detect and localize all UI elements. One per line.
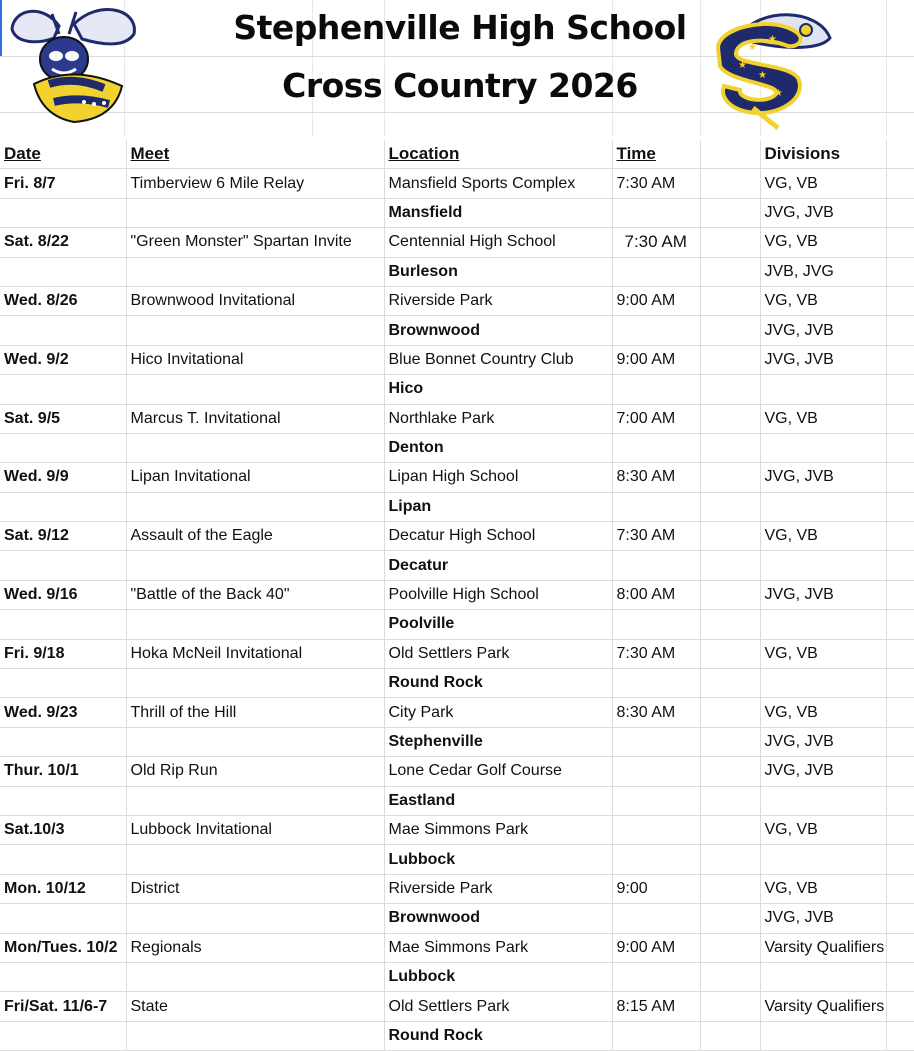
empty-cell[interactable] xyxy=(700,228,760,257)
divisions-cell[interactable]: JVG, JVB xyxy=(760,904,886,933)
location-cell[interactable]: Northlake Park xyxy=(384,404,612,433)
empty-cell[interactable] xyxy=(700,1021,760,1050)
meet-cell[interactable] xyxy=(126,375,384,404)
table-row xyxy=(0,580,914,609)
divisions-cell[interactable]: JVG, JVB xyxy=(760,316,886,345)
time-cell[interactable]: 7:30 AM xyxy=(612,169,700,198)
location-cell[interactable]: Hico xyxy=(384,375,612,404)
empty-cell[interactable] xyxy=(700,551,760,580)
column-header-divisions[interactable]: Divisions xyxy=(760,140,886,169)
location-cell[interactable]: Poolville xyxy=(384,610,612,639)
date-cell[interactable] xyxy=(0,610,126,639)
empty-cell[interactable] xyxy=(700,345,760,374)
table-row xyxy=(0,698,914,727)
location-cell[interactable]: Round Rock xyxy=(384,669,612,698)
divisions-cell[interactable] xyxy=(760,610,886,639)
table-row xyxy=(0,463,914,492)
empty-cell[interactable] xyxy=(886,933,914,962)
empty-cell[interactable] xyxy=(886,169,914,198)
meet-cell[interactable]: Lubbock Invitational xyxy=(126,815,384,844)
table-row xyxy=(0,522,914,551)
table-row xyxy=(0,1021,914,1050)
location-cell[interactable]: Lipan High School xyxy=(384,463,612,492)
location-cell[interactable]: Brownwood xyxy=(384,316,612,345)
time-cell[interactable]: 8:30 AM xyxy=(612,463,700,492)
location-cell[interactable]: Stephenville xyxy=(384,727,612,756)
date-cell[interactable] xyxy=(0,904,126,933)
divisions-cell[interactable]: JVG, JVB xyxy=(760,345,886,374)
table-row xyxy=(0,375,914,404)
meet-cell[interactable]: Brownwood Invitational xyxy=(126,286,384,315)
empty-cell[interactable] xyxy=(886,815,914,844)
meet-cell[interactable]: State xyxy=(126,992,384,1021)
empty-cell[interactable] xyxy=(700,904,760,933)
time-cell[interactable]: 8:15 AM xyxy=(612,992,700,1021)
date-cell[interactable] xyxy=(0,669,126,698)
date-cell[interactable] xyxy=(0,551,126,580)
svg-text:★: ★ xyxy=(768,34,777,45)
table-row xyxy=(0,345,914,374)
location-cell[interactable]: Mansfield Sports Complex xyxy=(384,169,612,198)
date-cell[interactable] xyxy=(0,198,126,227)
empty-cell[interactable] xyxy=(700,433,760,462)
divisions-cell[interactable]: VG, VB xyxy=(760,228,886,257)
time-cell[interactable]: 8:30 AM xyxy=(612,698,700,727)
meet-cell[interactable] xyxy=(126,316,384,345)
time-cell[interactable] xyxy=(612,257,700,286)
empty-cell[interactable] xyxy=(886,463,914,492)
empty-cell[interactable] xyxy=(700,727,760,756)
date-cell[interactable]: Fri. 8/7 xyxy=(0,169,126,198)
time-cell[interactable] xyxy=(612,551,700,580)
date-cell[interactable]: Wed. 9/9 xyxy=(0,463,126,492)
meet-cell[interactable] xyxy=(126,845,384,874)
empty-cell[interactable] xyxy=(700,316,760,345)
column-header-meet[interactable]: Meet xyxy=(126,140,384,169)
empty-cell[interactable] xyxy=(886,845,914,874)
time-cell[interactable] xyxy=(612,962,700,991)
table-row xyxy=(0,257,914,286)
location-cell[interactable]: Blue Bonnet Country Club xyxy=(384,345,612,374)
meet-cell[interactable]: Old Rip Run xyxy=(126,757,384,786)
empty-cell[interactable] xyxy=(700,992,760,1021)
empty-cell[interactable] xyxy=(886,727,914,756)
table-row xyxy=(0,551,914,580)
meet-cell[interactable] xyxy=(126,257,384,286)
svg-text:★: ★ xyxy=(738,60,747,71)
location-cell[interactable]: Riverside Park xyxy=(384,286,612,315)
divisions-cell[interactable]: JVG, JVB xyxy=(760,463,886,492)
date-cell[interactable]: Sat. 9/5 xyxy=(0,404,126,433)
time-cell[interactable] xyxy=(612,815,700,844)
empty-cell[interactable] xyxy=(886,874,914,903)
table-row xyxy=(0,669,914,698)
date-cell[interactable]: Wed. 9/23 xyxy=(0,698,126,727)
meet-cell[interactable] xyxy=(126,786,384,815)
meet-cell[interactable] xyxy=(126,669,384,698)
empty-cell[interactable] xyxy=(700,845,760,874)
svg-text:★: ★ xyxy=(748,42,757,53)
time-cell[interactable] xyxy=(612,669,700,698)
date-cell[interactable]: Sat. 8/22 xyxy=(0,228,126,257)
date-cell[interactable] xyxy=(0,433,126,462)
meet-cell[interactable] xyxy=(126,198,384,227)
location-cell[interactable]: Burleson xyxy=(384,257,612,286)
divisions-cell[interactable] xyxy=(760,786,886,815)
location-cell[interactable]: Round Rock xyxy=(384,1021,612,1050)
meet-cell[interactable] xyxy=(126,962,384,991)
divisions-cell[interactable] xyxy=(760,845,886,874)
empty-cell[interactable] xyxy=(700,140,760,169)
location-cell[interactable]: Lubbock xyxy=(384,962,612,991)
location-cell[interactable]: Old Settlers Park xyxy=(384,639,612,668)
time-cell[interactable] xyxy=(612,845,700,874)
time-cell[interactable]: 7:00 AM xyxy=(612,404,700,433)
date-cell[interactable] xyxy=(0,316,126,345)
empty-cell[interactable] xyxy=(886,198,914,227)
meet-cell[interactable] xyxy=(126,904,384,933)
empty-cell[interactable] xyxy=(886,698,914,727)
empty-cell[interactable] xyxy=(700,463,760,492)
divisions-cell[interactable]: JVG, JVB xyxy=(760,198,886,227)
divisions-cell[interactable]: JVG, JVB xyxy=(760,757,886,786)
date-cell[interactable]: Wed. 8/26 xyxy=(0,286,126,315)
empty-cell[interactable] xyxy=(886,345,914,374)
time-cell[interactable] xyxy=(612,375,700,404)
divisions-cell[interactable]: VG, VB xyxy=(760,522,886,551)
location-cell[interactable]: Centennial High School xyxy=(384,228,612,257)
meet-cell[interactable] xyxy=(126,727,384,756)
empty-cell[interactable] xyxy=(700,375,760,404)
location-cell[interactable]: Decatur High School xyxy=(384,522,612,551)
date-cell[interactable] xyxy=(0,727,126,756)
empty-cell[interactable] xyxy=(886,316,914,345)
meet-cell[interactable] xyxy=(126,492,384,521)
empty-cell[interactable] xyxy=(886,492,914,521)
time-cell[interactable] xyxy=(612,316,700,345)
divisions-cell[interactable]: VG, VB xyxy=(760,286,886,315)
time-cell[interactable] xyxy=(612,1021,700,1050)
date-cell[interactable]: Thur. 10/1 xyxy=(0,757,126,786)
time-cell[interactable]: 9:00 AM xyxy=(612,345,700,374)
table-header-row xyxy=(0,140,914,169)
time-cell[interactable]: 9:00 AM xyxy=(612,933,700,962)
divisions-cell[interactable]: VG, VB xyxy=(760,169,886,198)
date-cell[interactable]: Wed. 9/2 xyxy=(0,345,126,374)
meet-cell[interactable]: Timberview 6 Mile Relay xyxy=(126,169,384,198)
table-row xyxy=(0,992,914,1021)
date-cell[interactable] xyxy=(0,1021,126,1050)
divisions-cell[interactable] xyxy=(760,433,886,462)
divisions-cell[interactable]: JVG, JVB xyxy=(760,580,886,609)
meet-cell[interactable]: Marcus T. Invitational xyxy=(126,404,384,433)
schedule-table xyxy=(0,140,914,1051)
empty-cell[interactable] xyxy=(700,933,760,962)
table-row xyxy=(0,904,914,933)
meet-cell[interactable]: Hoka McNeil Invitational xyxy=(126,639,384,668)
time-cell[interactable] xyxy=(612,727,700,756)
empty-cell[interactable] xyxy=(886,786,914,815)
table-row xyxy=(0,169,914,198)
empty-cell[interactable] xyxy=(886,904,914,933)
empty-cell[interactable] xyxy=(886,286,914,315)
empty-cell[interactable] xyxy=(886,669,914,698)
column-header-time[interactable]: Time xyxy=(612,140,700,169)
date-cell[interactable] xyxy=(0,257,126,286)
location-cell[interactable]: Mae Simmons Park xyxy=(384,933,612,962)
svg-text:★: ★ xyxy=(774,88,783,99)
empty-cell[interactable] xyxy=(700,580,760,609)
table-row xyxy=(0,639,914,668)
meet-cell[interactable]: "Battle of the Back 40" xyxy=(126,580,384,609)
empty-cell[interactable] xyxy=(700,610,760,639)
divisions-cell[interactable] xyxy=(760,1021,886,1050)
time-cell[interactable] xyxy=(612,433,700,462)
time-cell[interactable]: 7:30 AM xyxy=(612,639,700,668)
empty-cell[interactable] xyxy=(886,639,914,668)
time-cell[interactable]: 9:00 AM xyxy=(612,286,700,315)
date-cell[interactable] xyxy=(0,375,126,404)
empty-cell[interactable] xyxy=(886,375,914,404)
empty-cell[interactable] xyxy=(886,404,914,433)
time-cell[interactable] xyxy=(612,610,700,639)
page-subtitle: Cross Country 2026 xyxy=(282,66,638,105)
meet-cell[interactable]: "Green Monster" Spartan Invite xyxy=(126,228,384,257)
divisions-cell[interactable] xyxy=(760,962,886,991)
divisions-cell[interactable]: JVB, JVG xyxy=(760,257,886,286)
table-row xyxy=(0,727,914,756)
empty-cell[interactable] xyxy=(700,786,760,815)
empty-cell[interactable] xyxy=(700,169,760,198)
empty-cell[interactable] xyxy=(700,286,760,315)
table-row xyxy=(0,404,914,433)
empty-cell[interactable] xyxy=(700,962,760,991)
table-row xyxy=(0,198,914,227)
meet-cell[interactable] xyxy=(126,433,384,462)
divisions-cell[interactable] xyxy=(760,551,886,580)
time-cell[interactable] xyxy=(612,904,700,933)
meet-cell[interactable]: Lipan Invitational xyxy=(126,463,384,492)
empty-cell[interactable] xyxy=(886,580,914,609)
table-row xyxy=(0,286,914,315)
divisions-cell[interactable]: VG, VB xyxy=(760,698,886,727)
empty-cell[interactable] xyxy=(886,140,914,169)
table-row xyxy=(0,845,914,874)
empty-cell[interactable] xyxy=(886,992,914,1021)
page-title: Stephenville High School xyxy=(233,8,687,47)
empty-cell[interactable] xyxy=(700,815,760,844)
empty-cell[interactable] xyxy=(886,551,914,580)
empty-cell[interactable] xyxy=(886,610,914,639)
location-cell[interactable]: Poolville High School xyxy=(384,580,612,609)
table-row xyxy=(0,815,914,844)
date-cell[interactable] xyxy=(0,845,126,874)
divisions-cell[interactable]: Varsity Qualifiers xyxy=(760,992,886,1021)
date-cell[interactable] xyxy=(0,786,126,815)
divisions-cell[interactable]: JVG, JVB xyxy=(760,727,886,756)
date-cell[interactable]: Sat. 9/12 xyxy=(0,522,126,551)
table-row xyxy=(0,228,914,257)
table-row xyxy=(0,962,914,991)
meet-cell[interactable] xyxy=(126,551,384,580)
empty-cell[interactable] xyxy=(700,698,760,727)
meet-cell[interactable]: Regionals xyxy=(126,933,384,962)
location-cell[interactable]: Riverside Park xyxy=(384,874,612,903)
time-cell[interactable] xyxy=(612,786,700,815)
date-cell[interactable]: Fri/Sat. 11/6-7 xyxy=(0,992,126,1021)
date-cell[interactable]: Wed. 9/16 xyxy=(0,580,126,609)
location-cell[interactable]: Mansfield xyxy=(384,198,612,227)
column-header-location[interactable]: Location xyxy=(384,140,612,169)
meet-cell[interactable] xyxy=(126,610,384,639)
time-cell[interactable] xyxy=(612,492,700,521)
date-cell[interactable] xyxy=(0,492,126,521)
location-cell[interactable]: Decatur xyxy=(384,551,612,580)
empty-cell[interactable] xyxy=(700,257,760,286)
svg-text:★: ★ xyxy=(758,70,767,81)
divisions-cell[interactable]: VG, VB xyxy=(760,874,886,903)
empty-cell[interactable] xyxy=(700,492,760,521)
date-cell[interactable]: Fri. 9/18 xyxy=(0,639,126,668)
table-row xyxy=(0,610,914,639)
table-row xyxy=(0,757,914,786)
divisions-cell[interactable] xyxy=(760,492,886,521)
empty-cell[interactable] xyxy=(886,228,914,257)
divisions-cell[interactable]: VG, VB xyxy=(760,404,886,433)
empty-cell[interactable] xyxy=(700,198,760,227)
empty-cell[interactable] xyxy=(886,522,914,551)
date-cell[interactable]: Mon. 10/12 xyxy=(0,874,126,903)
empty-cell[interactable] xyxy=(700,522,760,551)
table-row xyxy=(0,786,914,815)
divisions-cell[interactable]: Varsity Qualifiers xyxy=(760,933,886,962)
location-cell[interactable]: Eastland xyxy=(384,786,612,815)
empty-cell[interactable] xyxy=(700,874,760,903)
location-cell[interactable]: City Park xyxy=(384,698,612,727)
table-row xyxy=(0,433,914,462)
empty-cell[interactable] xyxy=(700,639,760,668)
time-cell[interactable]: 8:00 AM xyxy=(612,580,700,609)
time-cell[interactable]: 9:00 xyxy=(612,874,700,903)
hornet-mascot-logo xyxy=(4,4,144,126)
empty-cell[interactable] xyxy=(886,757,914,786)
time-cell[interactable]: 7:30 AM xyxy=(612,522,700,551)
meet-cell[interactable]: Hico Invitational xyxy=(126,345,384,374)
column-header-date[interactable]: Date xyxy=(0,140,126,169)
empty-cell[interactable] xyxy=(886,257,914,286)
divisions-cell[interactable]: VG, VB xyxy=(760,815,886,844)
empty-cell[interactable] xyxy=(700,669,760,698)
table-row xyxy=(0,492,914,521)
time-cell[interactable] xyxy=(612,198,700,227)
table-row xyxy=(0,874,914,903)
empty-cell[interactable] xyxy=(700,757,760,786)
table-row xyxy=(0,316,914,345)
empty-cell[interactable] xyxy=(700,404,760,433)
location-cell[interactable]: Lone Cedar Golf Course xyxy=(384,757,612,786)
gridline xyxy=(886,0,887,136)
meet-cell[interactable]: Thrill of the Hill xyxy=(126,698,384,727)
empty-cell[interactable] xyxy=(886,1021,914,1050)
table-row xyxy=(0,933,914,962)
date-cell[interactable]: Mon/Tues. 10/2 xyxy=(0,933,126,962)
divisions-cell[interactable] xyxy=(760,669,886,698)
meet-cell[interactable] xyxy=(126,1021,384,1050)
time-cell[interactable]: 7:30 AM xyxy=(612,228,700,257)
location-cell[interactable]: Mae Simmons Park xyxy=(384,815,612,844)
divisions-cell[interactable]: VG, VB xyxy=(760,639,886,668)
location-cell[interactable]: Lipan xyxy=(384,492,612,521)
date-cell[interactable]: Sat.10/3 xyxy=(0,815,126,844)
location-cell[interactable]: Lubbock xyxy=(384,845,612,874)
location-cell[interactable]: Denton xyxy=(384,433,612,462)
meet-cell[interactable]: District xyxy=(126,874,384,903)
time-cell[interactable] xyxy=(612,757,700,786)
date-cell[interactable] xyxy=(0,962,126,991)
empty-cell[interactable] xyxy=(886,962,914,991)
divisions-cell[interactable] xyxy=(760,375,886,404)
empty-cell[interactable] xyxy=(886,433,914,462)
meet-cell[interactable]: Assault of the Eagle xyxy=(126,522,384,551)
location-cell[interactable]: Brownwood xyxy=(384,904,612,933)
location-cell[interactable]: Old Settlers Park xyxy=(384,992,612,1021)
